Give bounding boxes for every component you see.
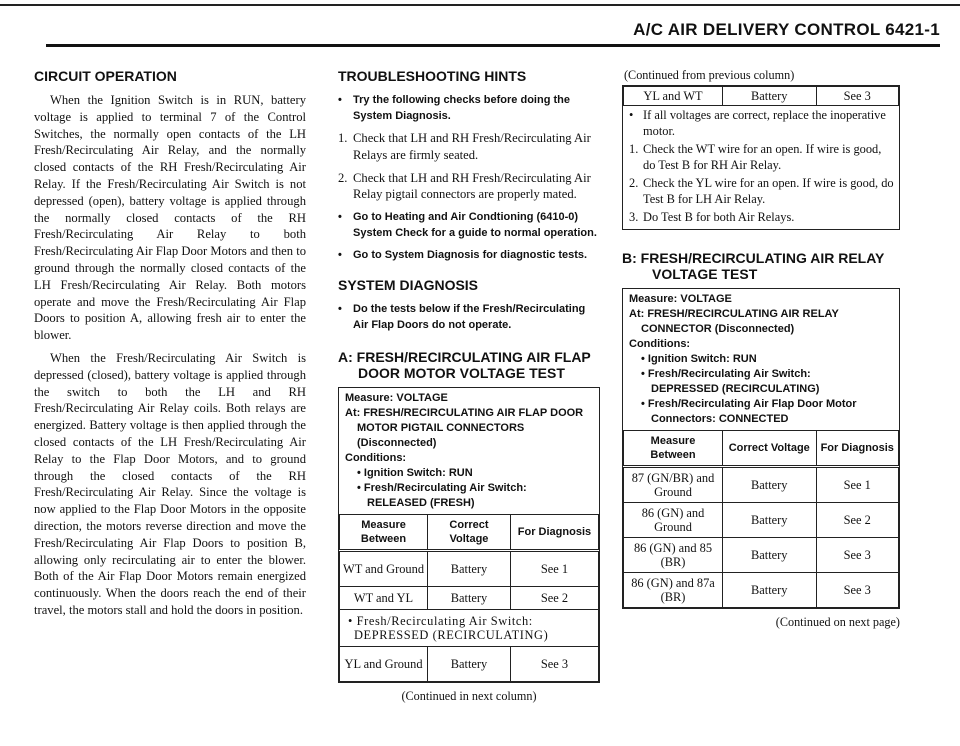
list-marker: 2. (338, 170, 348, 185)
table-header-row (624, 430, 899, 466)
troubleshooting-list (338, 92, 600, 263)
column-test-b (622, 68, 900, 630)
page-header-title: A/C AIR DELIVERY CONTROL 6421-1 (633, 20, 940, 39)
list-marker: • (338, 211, 342, 224)
list-item (627, 210, 895, 226)
circuit-paragraph-1: When the Ignition Switch is in RUN, battery voltage is applied to terminal 7 of the Control Switches, the normally open contacts of the LH Fresh/Recirculating Air Relay, and the normally closed contacts of the RH Fresh/Recirculating Air Relay. If the Fresh/Recirculating Air Switch is not depressed (open), battery voltage is applied through the normally closed contacts of the RH Fresh/Recirculating Air Relay to both Fresh/Recirculating Air Flap Door Motors and then to ground through the normally closed contacts of the LH Fresh/Recirculating Air Relay. Both motors operate and move the Fresh/Recirculating Air Flap Doors to position A, allowing fresh air to enter the blower. (34, 93, 306, 343)
test-a-info: Measure: VOLTAGE At: FRESH/RECIRCULATING AIR FLAP DOOR MOTOR PIGTAIL CONNECTORS (Disconnected) Conditions: • Ignition Switch: RUN • Fresh/Recirculating Air Switch: RELEASED (FRESH) (345, 392, 584, 510)
list-marker: 3. (629, 210, 639, 224)
column-circuit-operation (34, 68, 306, 625)
list-text: Go to System Diagnosis for diagnostic tests. (353, 249, 588, 262)
troubleshooting-heading: TROUBLESHOOTING HINTS (338, 68, 527, 84)
list-text: Go to Heating and Air Condtioning (6410-0) System Check for a guide to normal operation. (353, 211, 597, 240)
list-text: Check that LH and RH Fresh/Recirculating Air Relay pigtail connectors are properly mated. (353, 170, 591, 202)
test-a-box (338, 387, 600, 683)
table-row: YL and Ground Battery See 3 (340, 647, 599, 682)
list-item (627, 176, 895, 207)
list-item (338, 170, 600, 204)
list-marker: 1. (629, 142, 639, 156)
continued-from-note: (Continued from previous column) (624, 68, 795, 82)
diagnosis-steps (623, 108, 899, 226)
test-b-box (622, 288, 900, 609)
table-note-row: • Fresh/Recirculating Air Switch: DEPRESSED (RECIRCULATING) (340, 610, 599, 647)
list-marker: • (338, 94, 342, 106)
system-diagnosis-note: • Do the tests below if the Fresh/Recirculating Air Flap Doors do not operate. (338, 303, 586, 332)
column-header: Correct Voltage (428, 515, 511, 551)
column-troubleshooting (338, 68, 600, 704)
list-item (338, 130, 600, 164)
continued-table (623, 86, 899, 106)
test-b-table (623, 430, 899, 608)
list-item (338, 247, 600, 263)
test-a-heading: A: FRESH/RECIRCULATING AIR FLAP DOOR MOTOR VOLTAGE TEST (338, 349, 591, 382)
table-row: WT and YL Battery See 2 (340, 587, 599, 610)
list-text: Do Test B for both Air Relays. (643, 210, 795, 224)
list-text: Check the WT wire for an open. If wire is good, do Test B for RH Air Relay. (643, 142, 882, 172)
list-text: Check that LH and RH Fresh/Recirculating Air Relays are firmly seated. (353, 131, 591, 162)
column-header: For Diagnosis (816, 430, 899, 466)
table-row: WT and Ground Battery See 1 (340, 551, 599, 587)
table-row: YL and WT Battery See 3 (624, 87, 899, 106)
list-marker: • (338, 249, 342, 262)
list-text: If all voltages are correct, replace the inoperative motor. (643, 108, 886, 138)
list-text: Try the following checks before doing the System Diagnosis. (353, 94, 570, 122)
list-item (627, 142, 895, 173)
list-item (627, 108, 895, 139)
column-header: For Diagnosis (510, 515, 598, 551)
list-text: Check the YL wire for an open. If wire is good, do Test B for LH Air Relay. (643, 176, 894, 206)
continued-table-box (622, 85, 900, 230)
column-header: Measure Between (340, 515, 428, 551)
list-marker: 1. (338, 131, 348, 145)
circuit-operation-heading: CIRCUIT OPERATION (34, 68, 177, 84)
test-b-heading: B: FRESH/RECIRCULATING AIR RELAY VOLTAGE TEST (622, 249, 885, 282)
list-item (338, 209, 600, 241)
table-row: 87 (GN/BR) and Ground Battery See 1 (624, 466, 899, 502)
system-diagnosis-heading: SYSTEM DIAGNOSIS (338, 277, 479, 294)
header-rule (46, 44, 940, 47)
table-header-row (340, 515, 599, 551)
circuit-paragraph-2: When the Fresh/Recirculating Air Switch is depressed (closed), battery voltage is applied through the switch to both the LH and RH Fresh/Recirculating Air Relay coils. Both relays are energized. Battery voltage is then applied through the closed contacts of the LH Fresh/Recirculating Air Relay to the Flap Door Motors, and to ground through the closed contacts of the RH Fresh/Recirculating Air Relay. Since the voltage is now applied to the Flap Door Motors in the opposite direction, the motors reverse direction and move the Fresh/Recirculating Air Flap Doors to position B, allowing only recirculating air to enter the blower. Both of the Air Flap Door Motors remain energized continuously. When the doors reach the end of their travel, the motors stall and hold the doors in position. (34, 350, 306, 617)
list-item (338, 92, 600, 124)
column-header: Correct Voltage (723, 430, 817, 466)
test-b-info: Measure: VOLTAGE At: FRESH/RECIRCULATING AIR RELAY CONNECTOR (Disconnected) Conditions: • Ignition Switch: RUN • Fresh/Recirculating Air Switch: DEPRESSED (RECIRCULATING) • Fresh/Recirculating Air Flap Door Motor Connectors: CONNECTED (629, 292, 857, 425)
test-a-table (339, 514, 599, 682)
list-marker: • (629, 108, 634, 122)
table-row: 86 (GN) and 87a (BR) Battery See 3 (624, 572, 899, 607)
continued-next-page-note: (Continued on next page) (775, 614, 900, 629)
table-row: 86 (GN) and Ground Battery See 2 (624, 502, 899, 537)
top-border-line (0, 4, 960, 6)
continued-note: (Continued in next column) (401, 689, 537, 704)
column-header: Measure Between (624, 430, 723, 466)
table-row: 86 (GN) and 85 (BR) Battery See 3 (624, 537, 899, 572)
list-marker: 2. (629, 176, 639, 190)
